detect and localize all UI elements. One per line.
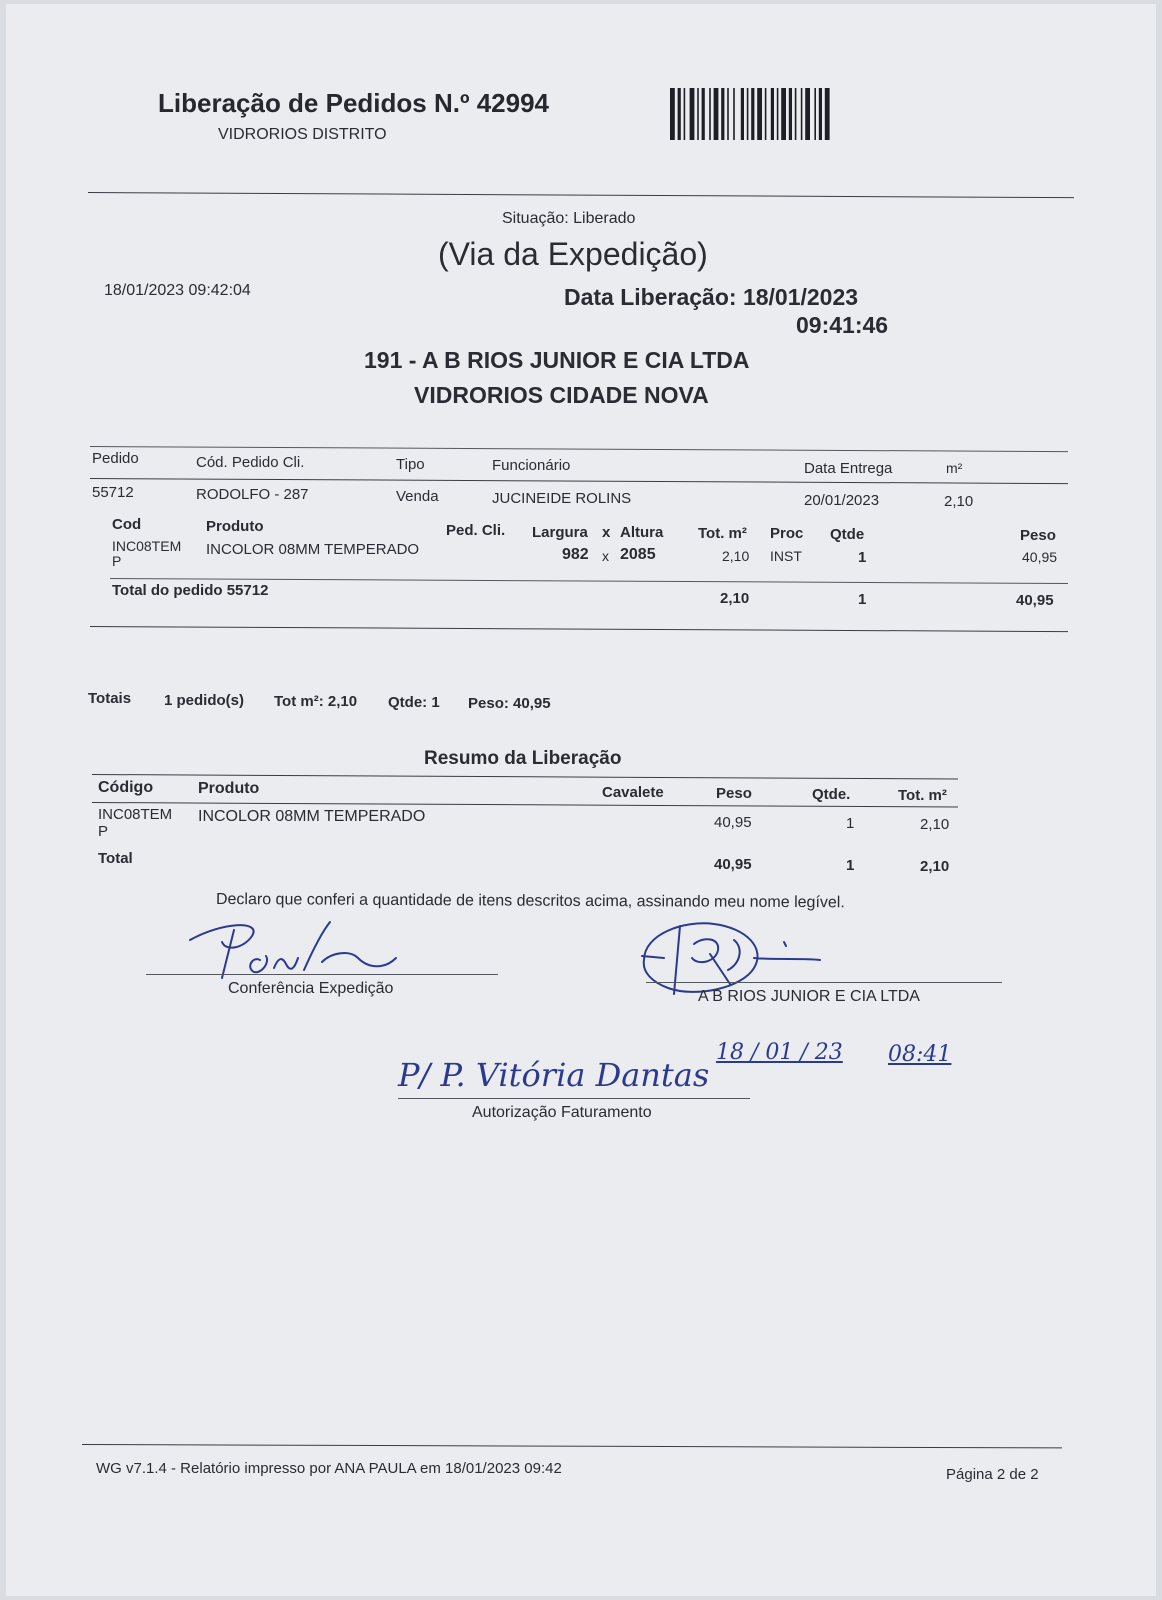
order-data-entrega: 20/01/2023 bbox=[804, 492, 880, 509]
item-col-peso: Peso bbox=[1020, 527, 1056, 544]
resumo-col-codigo: Código bbox=[98, 779, 154, 796]
order-m2: 2,10 bbox=[944, 493, 974, 510]
barcode-bar bbox=[709, 88, 711, 140]
totais-tot-m2: Tot m²: 2,10 bbox=[274, 693, 358, 710]
item-col-proc: Proc bbox=[770, 525, 804, 542]
item-tot-m2: 2,10 bbox=[722, 548, 750, 564]
resumo-total-peso: 40,95 bbox=[714, 856, 752, 873]
document-title: Liberação de Pedidos N.º 42994 bbox=[158, 88, 549, 118]
col-cod-pedido-cli: Cód. Pedido Cli. bbox=[196, 454, 305, 471]
via-label: (Via da Expedição) bbox=[438, 236, 708, 272]
header-divider bbox=[88, 192, 1074, 198]
document-sheet bbox=[6, 4, 1156, 1596]
order-bottom-rule bbox=[90, 626, 1068, 632]
data-liberacao-time: 09:41:46 bbox=[796, 312, 889, 338]
footer-rule bbox=[82, 1444, 1062, 1448]
conferencia-signature-image bbox=[182, 912, 422, 982]
autorizacao-label: Autorização Faturamento bbox=[472, 1104, 652, 1121]
item-altura: 2085 bbox=[620, 546, 656, 563]
data-liberacao: Data Liberação: 18/01/2023 bbox=[564, 284, 859, 310]
autorizacao-sign-line bbox=[398, 1098, 750, 1099]
order-pedido: 55712 bbox=[92, 484, 134, 501]
item-col-produto: Produto bbox=[206, 518, 264, 535]
barcode-bar bbox=[771, 88, 774, 140]
item-col-altura: Altura bbox=[620, 524, 664, 541]
item-proc: INST bbox=[770, 548, 802, 564]
col-funcionario: Funcionário bbox=[492, 457, 571, 474]
declaration-text: Declaro que conferi a quantidade de itens descritos acima, assinando meu nome legível. bbox=[215, 891, 845, 912]
situacao: Situação: Liberado bbox=[502, 210, 636, 227]
barcode-bar bbox=[733, 88, 735, 140]
resumo-col-peso: Peso bbox=[716, 785, 752, 802]
totais-label: Totais bbox=[88, 690, 132, 707]
barcode-bar bbox=[697, 88, 699, 140]
col-tipo: Tipo bbox=[396, 456, 425, 473]
conferencia-label: Conferência Expedição bbox=[228, 980, 394, 997]
col-data-entrega: Data Entrega bbox=[804, 460, 893, 477]
barcode-bar bbox=[727, 88, 729, 140]
company-sign-label: A B RIOS JUNIOR E CIA LTDA bbox=[698, 988, 920, 1005]
client-store: VIDRORIOS CIDADE NOVA bbox=[414, 382, 709, 408]
barcode-bar bbox=[747, 88, 749, 140]
resumo-qtde: 1 bbox=[846, 815, 855, 832]
resumo-total-tot-m2: 2,10 bbox=[920, 858, 950, 875]
resumo-col-qtde: Qtde. bbox=[812, 786, 851, 803]
resumo-col-cavalete: Cavalete bbox=[602, 784, 664, 801]
barcode-bar bbox=[714, 88, 719, 140]
barcode-bar bbox=[690, 88, 695, 140]
barcode-bar bbox=[670, 88, 675, 140]
resumo-total-label: Total bbox=[98, 850, 133, 867]
item-col-largura: Largura bbox=[532, 524, 588, 541]
barcode-bar bbox=[819, 88, 822, 140]
item-col-x: x bbox=[602, 524, 611, 541]
conferencia-sign-line bbox=[146, 974, 498, 975]
item-cod-line2: P bbox=[112, 553, 122, 569]
item-peso: 40,95 bbox=[1022, 549, 1058, 565]
barcode-bar bbox=[702, 88, 705, 140]
autorizacao-signature: P/ P. Vitória Dantas bbox=[398, 1056, 710, 1094]
barcode-bar bbox=[765, 88, 767, 140]
footer-page: Página 2 de 2 bbox=[946, 1466, 1039, 1483]
item-produto: INCOLOR 08MM TEMPERADO bbox=[206, 541, 420, 558]
barcode-bar bbox=[781, 88, 786, 140]
item-col-qtde: Qtde bbox=[830, 526, 865, 543]
totais-pedidos: 1 pedido(s) bbox=[164, 692, 245, 709]
handwritten-date: 18 / 01 / 23 bbox=[716, 1040, 843, 1065]
order-tipo: Venda bbox=[396, 488, 439, 505]
order-total-qtde: 1 bbox=[858, 591, 867, 608]
item-col-ped-cli: Ped. Cli. bbox=[446, 522, 506, 539]
barcode-bar bbox=[795, 88, 797, 140]
barcode-bar bbox=[751, 88, 754, 140]
item-largura: 982 bbox=[562, 546, 589, 563]
resumo-tot-m2: 2,10 bbox=[920, 816, 950, 833]
barcode bbox=[670, 88, 844, 140]
client-name: 191 - A B RIOS JUNIOR E CIA LTDA bbox=[364, 347, 750, 373]
company-name: VIDRORIOS DISTRITO bbox=[218, 126, 387, 143]
order-total-peso: 40,95 bbox=[1016, 592, 1054, 609]
barcode-bar bbox=[721, 88, 724, 140]
barcode-bar bbox=[814, 88, 816, 140]
barcode-bar bbox=[789, 88, 792, 140]
order-total-m2: 2,10 bbox=[720, 590, 750, 607]
order-top-rule bbox=[90, 446, 1068, 452]
resumo-codigo-line2: P bbox=[98, 823, 109, 840]
resumo-peso: 40,95 bbox=[714, 814, 752, 831]
item-cod-line1: INC08TEM bbox=[112, 538, 182, 554]
barcode-bar bbox=[741, 88, 744, 140]
resumo-produto: INCOLOR 08MM TEMPERADO bbox=[198, 808, 426, 825]
resumo-col-tot-m2: Tot. m² bbox=[898, 787, 947, 804]
order-header-rule bbox=[90, 478, 1068, 484]
item-col-tot-m2: Tot. m² bbox=[698, 525, 747, 542]
barcode-bar bbox=[684, 88, 686, 140]
handwritten-time: 08:41 bbox=[888, 1042, 952, 1067]
totais-qtde: Qtde: 1 bbox=[388, 694, 440, 711]
barcode-bar bbox=[825, 88, 830, 140]
barcode-bar bbox=[757, 88, 762, 140]
barcode-bar bbox=[801, 88, 803, 140]
item-col-cod: Cod bbox=[112, 516, 142, 533]
resumo-top-rule bbox=[92, 774, 958, 780]
footer-left: WG v7.1.4 - Relatório impresso por ANA PAULA em 18/01/2023 09:42 bbox=[96, 1460, 562, 1477]
order-total-label: Total do pedido 55712 bbox=[112, 582, 269, 599]
col-m2: m² bbox=[946, 460, 963, 476]
col-pedido: Pedido bbox=[92, 450, 139, 467]
barcode-bar bbox=[777, 88, 779, 140]
order-cod-pedido-cli: RODOLFO - 287 bbox=[196, 486, 309, 503]
resumo-col-produto: Produto bbox=[198, 780, 260, 797]
print-datetime: 18/01/2023 09:42:04 bbox=[104, 282, 251, 299]
totais-peso: Peso: 40,95 bbox=[468, 695, 551, 712]
barcode-bar bbox=[805, 88, 810, 140]
resumo-codigo-line1: INC08TEM bbox=[98, 806, 173, 823]
company-sign-line bbox=[646, 982, 1002, 983]
resumo-title: Resumo da Liberação bbox=[424, 748, 622, 769]
item-qtde: 1 bbox=[858, 549, 867, 566]
resumo-total-qtde: 1 bbox=[846, 857, 855, 874]
barcode-bar bbox=[678, 88, 681, 140]
order-funcionario: JUCINEIDE ROLINS bbox=[492, 490, 632, 507]
item-x: x bbox=[602, 548, 609, 564]
